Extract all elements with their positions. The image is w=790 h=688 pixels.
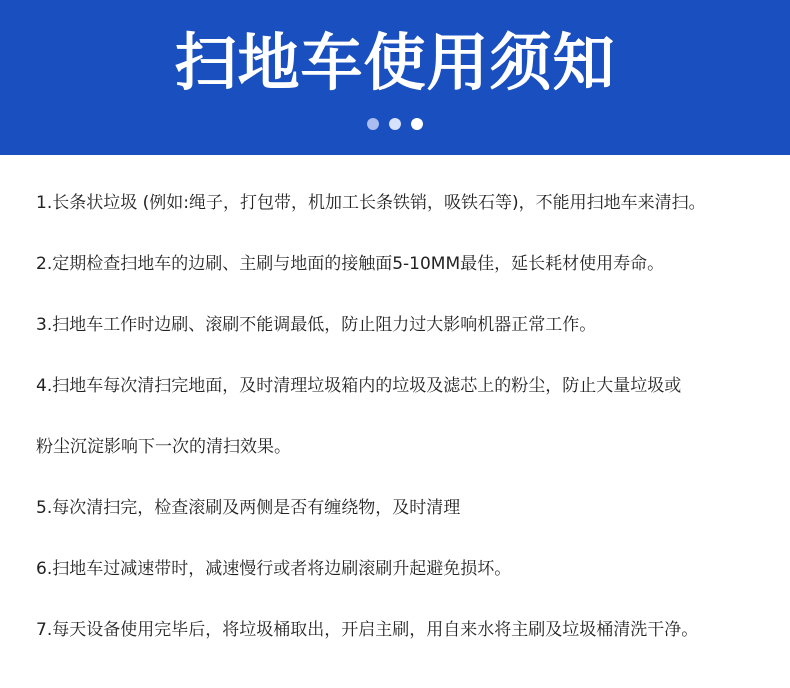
note-line-4-continued: 粉尘沉淀影响下一次的清扫效果。 [36, 437, 291, 457]
dot-indicator-1 [367, 118, 379, 130]
pagination-dots [0, 118, 790, 130]
dot-indicator-2 [389, 118, 401, 130]
note-line-1: 1.长条状垃圾 (例如:绳子，打包带，机加工长条铁销，吸铁石等)，不能用扫地车来清扫。 [36, 193, 706, 213]
note-line-3: 3.扫地车工作时边刷、滚刷不能调最低，防止阻力过大影响机器正常工作。 [36, 315, 597, 335]
note-line-5: 5.每次清扫完，检查滚刷及两侧是否有缠绕物，及时清理 [36, 498, 461, 518]
page-title: 扫地车使用须知 [174, 26, 616, 99]
note-line-4: 4.扫地车每次清扫完地面，及时清理垃圾箱内的垃圾及滤芯上的粉尘，防止大量垃圾或 [36, 376, 682, 396]
header-banner [0, 0, 790, 155]
notes-list [36, 193, 766, 681]
note-line-7: 7.每天设备使用完毕后，将垃圾桶取出，开启主刷，用自来水将主刷及垃圾桶清洗干净。 [36, 620, 699, 640]
note-line-6: 6.扫地车过减速带时，减速慢行或者将边刷滚刷升起避免损坏。 [36, 559, 512, 579]
dot-indicator-3 [411, 118, 423, 130]
note-line-2: 2.定期检查扫地车的边刷、主刷与地面的接触面5-10MM最佳，延长耗材使用寿命。 [36, 254, 665, 274]
